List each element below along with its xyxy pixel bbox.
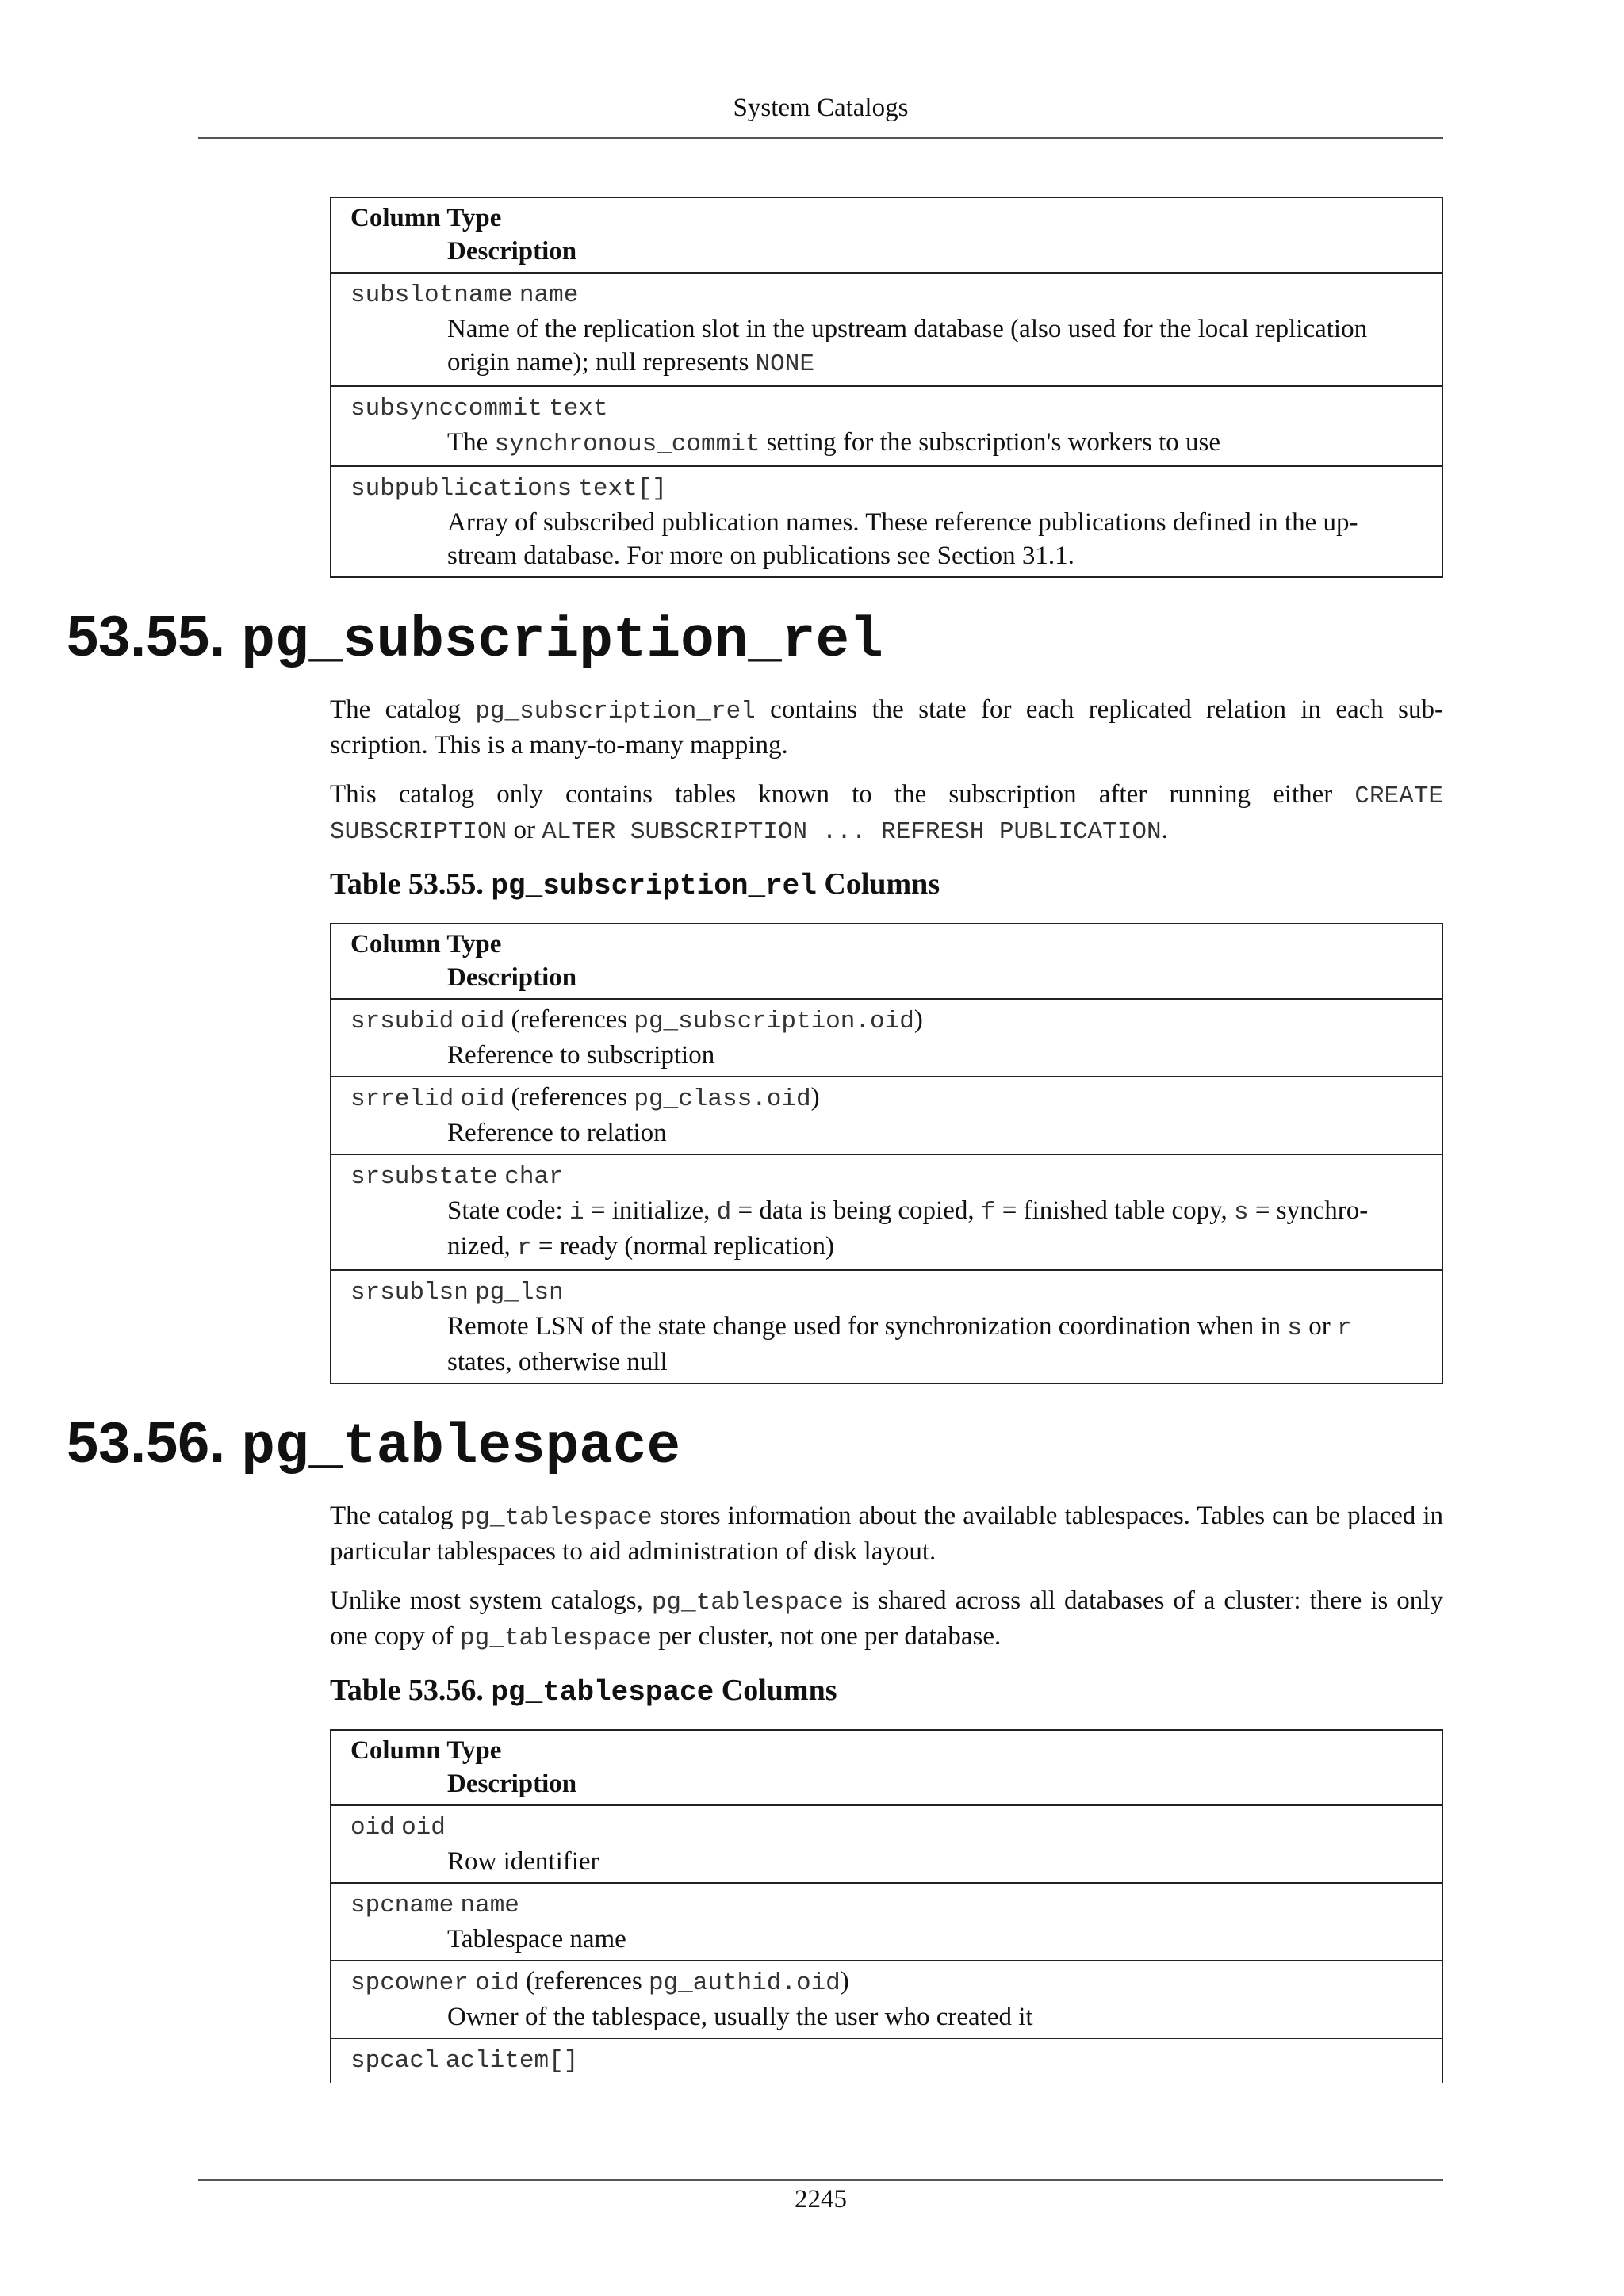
text-run: Row identifier — [447, 1847, 599, 1876]
text-run: setting for the subscription's workers to use — [760, 428, 1221, 457]
code-text: pg_tablespace — [460, 1624, 652, 1652]
column-type: name — [460, 1892, 519, 1919]
column-description — [350, 1194, 1423, 1265]
code-text: s — [1234, 1199, 1249, 1226]
code-text: d — [716, 1199, 732, 1226]
section-title: pg_tablespace — [241, 1416, 681, 1479]
column-name: srsubstate — [350, 1163, 499, 1191]
column-description — [350, 1039, 1423, 1072]
code-text: r — [1337, 1314, 1352, 1342]
table-caption-name: pg_tablespace — [491, 1676, 714, 1709]
section-body-pg-tablespace — [330, 1499, 1443, 2083]
column-name: srrelid — [350, 1085, 454, 1113]
references-target: pg_class.oid — [634, 1085, 811, 1113]
column-type: pg_lsn — [475, 1279, 564, 1307]
column-signature — [350, 1158, 1423, 1194]
table-row — [331, 1883, 1442, 1961]
table-caption-prefix: Table 53.55. — [330, 867, 492, 901]
text-run: = data is being copied, — [731, 1196, 981, 1225]
text-run: = finished table copy, — [995, 1196, 1235, 1225]
column-name: subslotname — [350, 281, 513, 309]
paragraph — [330, 693, 1443, 762]
references-close: ) — [840, 1967, 849, 1996]
text-run: per cluster, not one per database. — [651, 1622, 1002, 1651]
column-description — [350, 1310, 1423, 1379]
code-text: i — [569, 1199, 584, 1226]
header-description: Description — [447, 1770, 577, 1798]
text-run: Array of subscribed publication names. These reference publications defined in the up-stream database. For more on publications see Section 31.1. — [447, 508, 1358, 570]
column-signature — [350, 1965, 1423, 2000]
column-type: oid — [460, 1085, 505, 1113]
text-run: Reference to subscription — [447, 1041, 715, 1070]
header-description: Description — [447, 237, 577, 266]
code-text: pg_tablespace — [460, 1504, 653, 1532]
column-description — [350, 1116, 1423, 1150]
section-heading-pg-tablespace — [67, 1407, 1443, 1483]
code-text: s — [1287, 1314, 1302, 1342]
text-run: Owner of the tablespace, usually the user who created it — [447, 2003, 1033, 2031]
column-description — [350, 1845, 1423, 1878]
column-signature — [350, 1081, 1423, 1116]
text-run: contains the state for each replicated relation in each sub-scription. This is a many-to-many mapping. — [330, 695, 1443, 760]
column-type: text — [549, 395, 608, 423]
code-text: CREATE SUBSCRIPTION — [330, 783, 1443, 846]
column-type: oid — [401, 1814, 446, 1842]
column-description — [350, 426, 1423, 461]
paragraph — [330, 778, 1443, 849]
column-signature — [350, 1887, 1423, 1923]
subscription-columns-table-continued — [330, 197, 1443, 578]
code-text: ALTER SUBSCRIPTION ... REFRESH PUBLICATION — [542, 818, 1162, 846]
table-caption-name: pg_subscription_rel — [491, 870, 817, 902]
text-run: Unlike most system catalogs, — [330, 1586, 652, 1615]
paragraph — [330, 1584, 1443, 1655]
text-run: = initialize, — [584, 1196, 717, 1225]
column-name: srsubid — [350, 1008, 454, 1035]
text-run: stores information about the available tablespaces. Tables can be placed in particular tablespaces to aid administration of disk layout. — [330, 1502, 1443, 1566]
text-run: State code: — [447, 1196, 569, 1225]
text-run: The — [447, 428, 495, 457]
header-rule — [198, 137, 1443, 139]
references-label: (references — [504, 1083, 634, 1112]
column-type: oid — [460, 1008, 505, 1035]
table-row — [331, 1805, 1442, 1883]
column-description — [350, 506, 1423, 572]
column-description — [350, 2000, 1423, 2034]
table-row — [331, 386, 1442, 466]
code-text: pg_subscription_rel — [475, 698, 756, 725]
code-text: pg_tablespace — [651, 1589, 844, 1617]
page-content — [67, 197, 1443, 2083]
paragraph — [330, 1499, 1443, 1568]
header-description: Description — [447, 963, 577, 992]
column-name: spcacl — [350, 2047, 439, 2075]
text-run: Name of the replication slot in the upstream database (also used for the local replication origin name); null represents — [447, 315, 1368, 377]
column-type: text[] — [578, 475, 667, 503]
text-run: The catalog — [330, 695, 476, 724]
section-title: pg_subscription_rel — [241, 610, 883, 673]
column-type: char — [504, 1163, 564, 1191]
references-target: pg_subscription.oid — [634, 1008, 914, 1035]
column-signature — [350, 1003, 1423, 1039]
text-run: states, otherwise null — [447, 1348, 668, 1376]
table-row — [331, 466, 1442, 577]
references-close: ) — [914, 1005, 923, 1034]
table-caption-suffix: Columns — [714, 1674, 837, 1707]
column-signature — [350, 277, 1423, 312]
header-column-type: Column Type — [350, 930, 502, 959]
text-run: = synchro-nized, — [447, 1196, 1369, 1261]
column-type: name — [519, 281, 579, 309]
text-run: = ready (normal replication) — [531, 1232, 835, 1261]
column-description — [350, 312, 1423, 381]
table-row — [331, 1154, 1442, 1270]
column-description — [350, 1923, 1423, 1956]
section-number: 53.56. — [67, 1411, 226, 1475]
references-label: (references — [504, 1005, 634, 1034]
column-name: subsynccommit — [350, 395, 542, 423]
column-name: oid — [350, 1814, 395, 1842]
table-row — [331, 1077, 1442, 1154]
code-text: f — [980, 1199, 996, 1226]
table-caption-suffix: Columns — [816, 867, 940, 901]
text-run: . — [1161, 816, 1168, 844]
text-run: or — [507, 816, 542, 844]
header-column-type: Column Type — [350, 204, 502, 232]
text-run: or — [1302, 1312, 1337, 1341]
column-name: spcname — [350, 1892, 454, 1919]
code-text: r — [516, 1234, 532, 1262]
top-table-wrap — [330, 197, 1443, 578]
pg-subscription-rel-columns-table — [330, 923, 1443, 1384]
page-number: 2245 — [795, 2185, 847, 2214]
column-name: spcowner — [350, 1969, 469, 1997]
column-signature — [350, 1274, 1423, 1310]
code-text: NONE — [755, 350, 814, 378]
column-name: srsublsn — [350, 1279, 469, 1307]
table-caption — [330, 1671, 1443, 1712]
table-row — [331, 273, 1442, 386]
references-close: ) — [810, 1083, 820, 1112]
section-body-pg-subscription-rel — [330, 693, 1443, 1384]
table-caption-prefix: Table 53.56. — [330, 1674, 492, 1707]
section-number: 53.55. — [67, 605, 226, 668]
section-heading-pg-subscription-rel — [67, 601, 1443, 677]
column-signature — [350, 2042, 1423, 2078]
header-column-type: Column Type — [350, 1736, 502, 1765]
column-signature — [350, 390, 1423, 426]
pg-tablespace-columns-table — [330, 1729, 1443, 2083]
table-row — [331, 999, 1442, 1077]
text-run: Reference to relation — [447, 1119, 667, 1147]
table-caption — [330, 865, 1443, 905]
text-run: The catalog — [330, 1502, 461, 1530]
column-name: subpublications — [350, 475, 573, 503]
table-row — [331, 1961, 1442, 2038]
column-type: oid — [475, 1969, 519, 1997]
footer-rule — [198, 2179, 1443, 2181]
text-run: Tablespace name — [447, 1925, 626, 1954]
references-target: pg_authid.oid — [648, 1969, 841, 1997]
table-header-row — [331, 924, 1442, 999]
table-header-row — [331, 197, 1442, 273]
text-run: Remote LSN of the state change used for synchronization coordination when in — [447, 1312, 1288, 1341]
column-signature — [350, 470, 1423, 506]
table-header-row — [331, 1730, 1442, 1805]
table-row — [331, 2038, 1442, 2083]
table-row — [331, 1270, 1442, 1383]
text-run: This catalog only contains tables known to the subscription after running either — [330, 780, 1355, 809]
text-run: is shared across all databases of a cluster: there is only one copy of — [330, 1586, 1443, 1651]
code-text: synchronous_commit — [494, 430, 760, 458]
references-label: (references — [519, 1967, 649, 1996]
column-signature — [350, 1809, 1423, 1845]
column-type: aclitem[] — [445, 2047, 579, 2075]
running-header: System Catalogs — [733, 94, 909, 122]
